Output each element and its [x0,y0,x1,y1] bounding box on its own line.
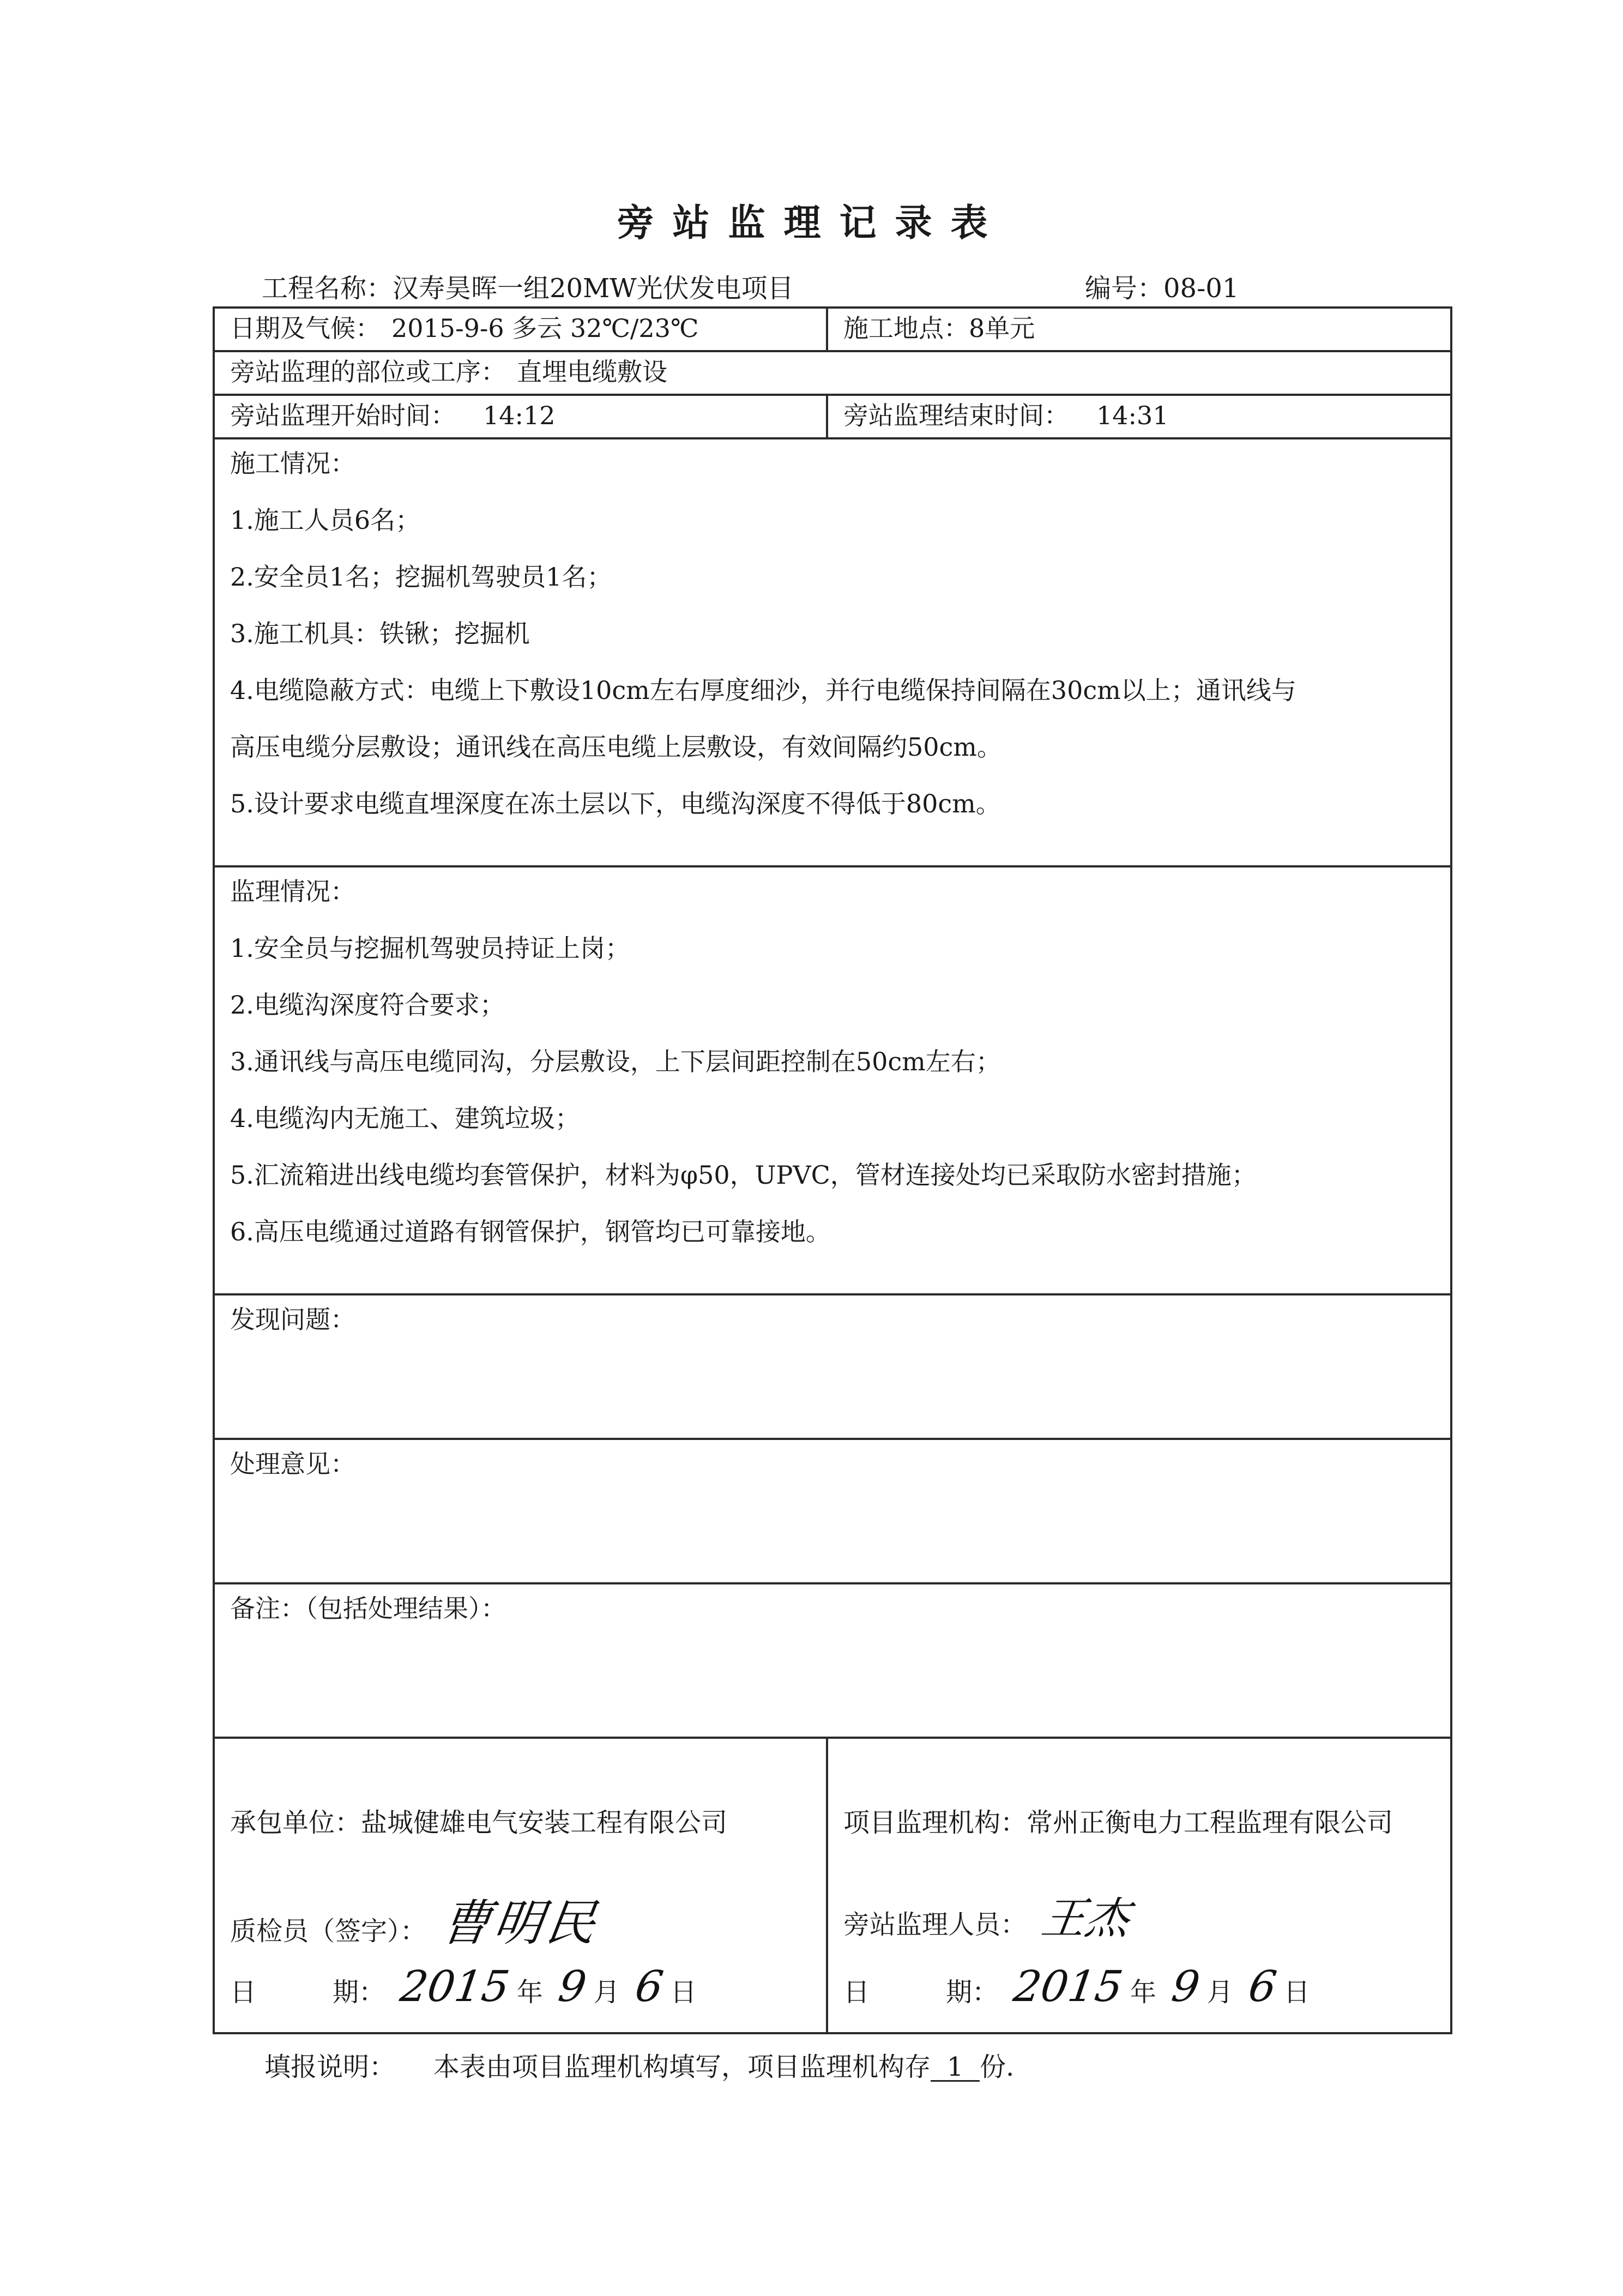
construction-item: 3.施工机具：铁锹；挖掘机 [230,619,530,648]
inspector-signature: 曹明民 [437,1895,603,1952]
inspector-label: 质检员（签字）： [230,1916,427,1947]
end-time-cell [827,395,1451,438]
construction-item: 2.安全员1名；挖掘机驾驶员1名； [230,562,612,592]
supervisor-signature-cell [827,1738,1451,2033]
location-label: 施工地点： [843,314,969,343]
location-value: 8单元 [969,314,1035,343]
supervision-item: 5.汇流箱进出线电缆均套管保护，材料为φ50，UPVC，管材连接处均已采取防水密封措施； [230,1160,1257,1190]
supervisor-date-month: 9 [1168,1962,1203,2011]
supervisor-org-name: 常州正衡电力工程监理有限公司 [1027,1807,1393,1838]
construction-item: 4.电缆隐蔽方式：电缆上下敷设10cm左右厚度细沙，并行电缆保持间隔在30cm以上；通讯线与 [230,676,1296,705]
inspector-line [230,1883,607,1954]
signature-row [214,1738,1451,2033]
date-label-char-1: 日 [843,1977,870,2008]
month-unit: 月 [1206,1977,1233,2008]
month-unit: 月 [593,1977,620,2008]
end-time-label: 旁站监理结束时间： [843,401,1069,430]
contractor-line [230,1801,727,1839]
construction-heading: 施工情况： [230,449,355,478]
end-time-value: 14:31 [1096,401,1169,430]
supervision-item: 2.电缆沟深度符合要求； [230,990,505,1020]
contractor-date-month: 9 [555,1962,590,2011]
time-row [214,395,1451,438]
project-label: 工程名称： [262,273,393,304]
location-cell [827,308,1451,351]
part-row [214,351,1451,395]
day-unit: 日 [670,1977,697,2008]
construction-cell [214,438,1451,866]
remarks-label: 备注：（包括处理结果）： [230,1594,506,1623]
supervisor-date-line [843,1962,1310,2011]
form-number-line [1085,267,1239,305]
date-label-char-1: 日 [230,1977,257,2008]
contractor-date-year: 2015 [397,1962,513,2011]
date-location-row [214,308,1451,351]
date-weather-cell [214,308,827,351]
part-value: 直埋电缆敷设 [517,357,667,387]
part-cell [214,351,1451,395]
supervision-item: 3.通讯线与高压电缆同沟，分层敷设，上下层间距控制在50cm左右； [230,1047,1001,1076]
project-name-line [262,267,794,305]
contractor-signature-cell [214,1738,827,2033]
filling-instructions [264,2046,1014,2083]
contractor-date-line [230,1962,697,2011]
year-unit: 年 [1130,1977,1156,2008]
contractor-name: 盐城健雄电气安装工程有限公司 [361,1807,728,1838]
supervision-cell [214,866,1451,1294]
part-label: 旁站监理的部位或工序： [230,357,506,387]
problems-row [214,1294,1451,1439]
construction-item-continued: 高压电缆分层敷设；通讯线在高压电缆上层敷设，有效间隔约50cm。 [230,732,1002,762]
date-label-char-2: 期： [946,1977,999,2008]
year-unit: 年 [516,1977,543,2008]
day-unit: 日 [1283,1977,1310,2008]
note-text-end: 份. [980,2052,1015,2082]
date-weather-value: 2015-9-6 多云 32℃/23℃ [391,314,699,343]
construction-item: 1.施工人员6名； [230,505,421,535]
problems-cell [214,1294,1451,1439]
problems-label: 发现问题： [230,1305,355,1334]
form-title: 旁站监理记录表 [617,201,1006,245]
supervision-heading: 监理情况： [230,877,355,906]
copies-count: 1 [931,2054,980,2082]
date-weather-label: 日期及气候： [230,314,381,343]
construction-item: 5.设计要求电缆直埋深度在冻土层以下，电缆沟深度不得低于80cm。 [230,789,1001,818]
note-label: 填报说明： [264,2052,396,2082]
supervision-item: 1.安全员与挖掘机驾驶员持证上岗； [230,933,630,963]
supervision-record-table [213,306,1452,2034]
contractor-date-day: 6 [632,1962,666,2011]
remarks-row [214,1583,1451,1738]
opinion-label: 处理意见： [230,1449,355,1479]
supervisor-date-day: 6 [1245,1962,1280,2011]
start-time-value: 14:12 [483,401,556,430]
supervisor-signature: 王杰 [1038,1893,1133,1944]
start-time-label: 旁站监理开始时间： [230,401,456,430]
construction-row [214,438,1451,866]
supervisor-date-year: 2015 [1010,1962,1126,2011]
form-number: 08-01 [1163,273,1239,304]
contractor-label: 承包单位： [230,1807,361,1838]
opinion-cell [214,1439,1451,1583]
supervision-item: 4.电缆沟内无施工、建筑垃圾； [230,1104,580,1133]
number-label: 编号： [1085,273,1164,304]
note-text: 本表由项目监理机构填写，项目监理机构存 [433,2052,931,2082]
supervisor-person-label: 旁站监理人员： [843,1909,1027,1940]
remarks-cell [214,1583,1451,1738]
opinion-row [214,1439,1451,1583]
supervisor-org-line [843,1801,1393,1839]
supervision-item: 6.高压电缆通过道路有钢管保护，钢管均已可靠接地。 [230,1217,831,1246]
date-label-char-2: 期： [333,1977,385,2008]
supervision-row [214,866,1451,1294]
supervisor-person-line [843,1883,1137,1946]
project-name: 汉寿昊晖一组20MW光伏发电项目 [393,273,794,304]
start-time-cell [214,395,827,438]
supervisor-org-label: 项目监理机构： [843,1807,1027,1838]
